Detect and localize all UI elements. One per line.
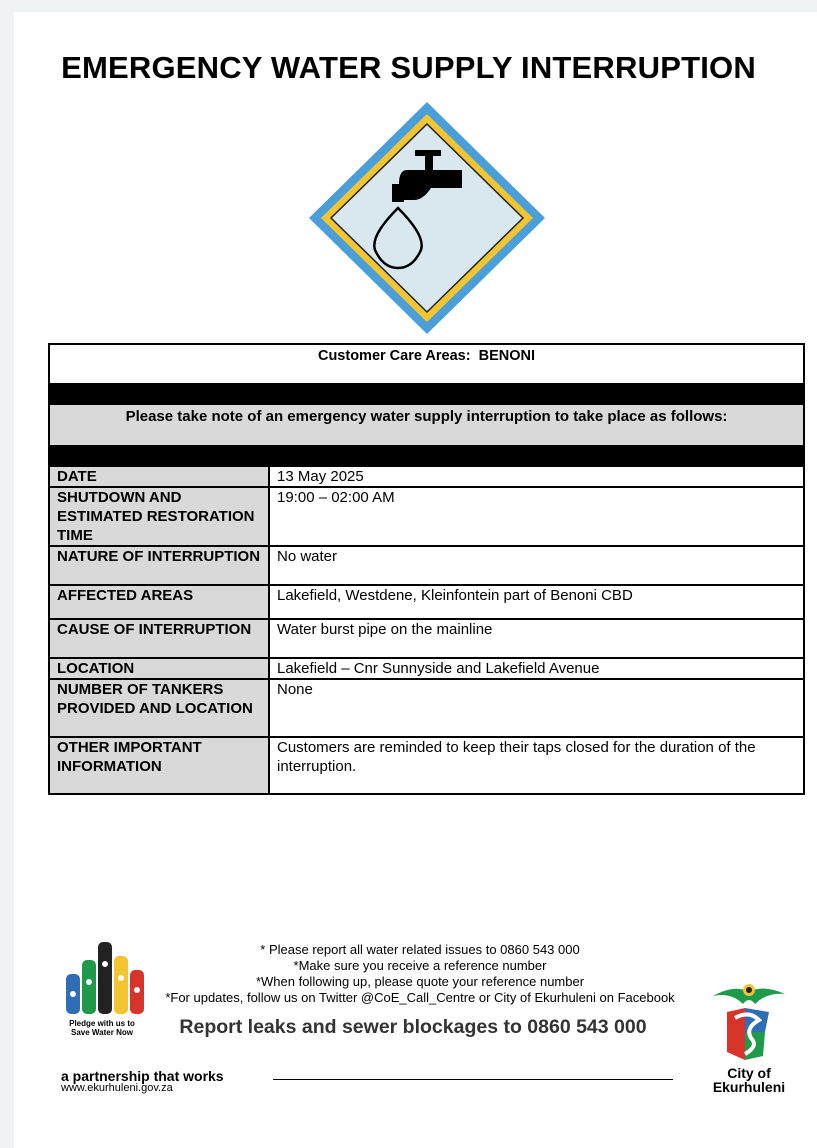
table-row	[49, 466, 804, 487]
footer-line: * Please report all water related issues to 0860 543 000	[260, 942, 580, 957]
row-value-tankers: None	[269, 679, 804, 737]
row-value-cause: Water burst pipe on the mainline	[269, 619, 804, 658]
row-label-nature: NATURE OF INTERRUPTION	[49, 546, 269, 585]
footer-divider	[273, 1079, 673, 1080]
row-label-tankers: NUMBER OF TANKERS PROVIDED AND LOCATION	[49, 679, 269, 737]
row-label-location: LOCATION	[49, 658, 269, 679]
interruption-details-table	[48, 465, 805, 795]
row-label-affected-areas: AFFECTED AREAS	[49, 585, 269, 619]
table-row	[49, 487, 804, 546]
row-value-affected-areas: Lakefield, Westdene, Kleinfontein part of Benoni CBD	[269, 585, 804, 619]
city-name	[690, 1066, 808, 1094]
black-divider-bar	[50, 383, 803, 405]
notice-title: EMERGENCY WATER SUPPLY INTERRUPTION	[61, 50, 756, 85]
table-row	[49, 619, 804, 658]
pledge-line-2: Save Water Now	[71, 1028, 133, 1037]
row-value-date: 13 May 2025	[269, 466, 804, 487]
footer-line: *When following up, please quote your reference number	[255, 974, 585, 989]
city-line-2: Ekurhuleni	[712, 1079, 786, 1095]
city-of-ekurhuleni-logo	[705, 982, 793, 1064]
notice-note: Please take note of an emergency water supply interruption to take place as follows:	[50, 405, 803, 445]
website-link[interactable]: www.ekurhuleni.gov.za	[61, 1082, 173, 1094]
footer-line: *For updates, follow us on Twitter @CoE_Call_Centre or City of Ekurhuleni on Facebook	[165, 990, 675, 1005]
customer-care-label: Customer Care Areas:	[317, 348, 471, 364]
row-value-nature: No water	[269, 546, 804, 585]
row-label-shutdown: SHUTDOWN AND ESTIMATED RESTORATION TIME	[49, 487, 269, 546]
footer-line: *Make sure you receive a reference number	[293, 958, 547, 973]
water-tap-warning-icon	[306, 100, 548, 336]
row-label-date: DATE	[49, 466, 269, 487]
pledge-line-1: Pledge with us to	[69, 1019, 135, 1028]
pledge-text	[50, 1019, 154, 1037]
black-divider-bar	[50, 445, 803, 467]
row-value-other-info: Customers are reminded to keep their taps closed for the duration of the interruption.	[269, 737, 804, 794]
table-row	[49, 737, 804, 794]
table-row	[49, 679, 804, 737]
table-row	[49, 585, 804, 619]
table-row	[49, 546, 804, 585]
customer-care-area-row	[50, 345, 803, 383]
partnership-slogan: a partnership that works	[61, 1068, 224, 1084]
table-row	[49, 658, 804, 679]
footer-instructions	[140, 942, 700, 1006]
customer-care-area: BENONI	[478, 348, 536, 364]
city-line-1: City of	[727, 1065, 771, 1081]
row-label-other-info: OTHER IMPORTANT INFORMATION	[49, 737, 269, 794]
pledge-hands-logo	[60, 938, 146, 1018]
row-value-shutdown: 19:00 – 02:00 AM	[269, 487, 804, 546]
notice-table-box	[48, 343, 805, 792]
row-label-cause: CAUSE OF INTERRUPTION	[49, 619, 269, 658]
row-value-location: Lakefield – Cnr Sunnyside and Lakefield Avenue	[269, 658, 804, 679]
report-leaks-line: Report leaks and sewer blockages to 0860 543 000	[179, 1016, 647, 1038]
